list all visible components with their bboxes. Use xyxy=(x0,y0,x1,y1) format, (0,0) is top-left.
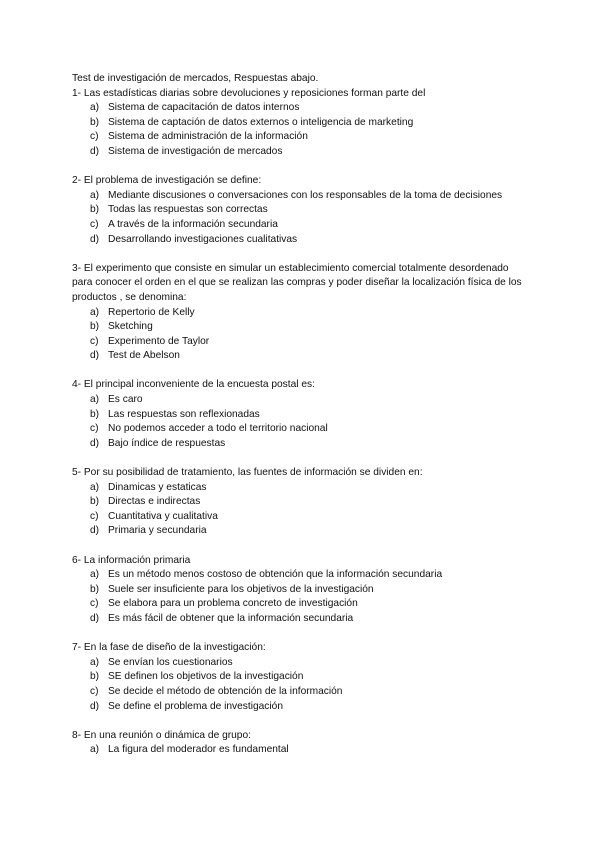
option-letter: d) xyxy=(90,350,100,362)
options-list xyxy=(72,101,522,159)
document-page xyxy=(72,72,522,773)
option-letter: b) xyxy=(90,496,100,508)
option-item xyxy=(72,320,522,335)
option-item xyxy=(72,408,522,423)
option-text: Se elabora para un problema concreto de investigación xyxy=(108,598,358,610)
question-6 xyxy=(72,554,522,627)
question-text: 7- En la fase de diseño de la investigación: xyxy=(72,642,266,654)
question-5 xyxy=(72,466,522,539)
option-text: Es un método menos costoso de obtención que la información secundaria xyxy=(108,569,443,581)
option-item xyxy=(72,597,522,612)
option-letter: b) xyxy=(90,408,100,420)
option-letter: b) xyxy=(90,583,100,595)
options-list xyxy=(72,568,522,626)
option-text: Primaria y secundaria xyxy=(108,525,207,537)
question-text: 5- Por su posibilidad de tratamiento, las fuentes de información se dividen en: xyxy=(72,467,423,479)
option-text: Es más fácil de obtener que la información secundaria xyxy=(108,612,354,624)
option-item xyxy=(72,670,522,685)
question-1 xyxy=(72,87,522,160)
option-letter: c) xyxy=(90,335,99,347)
options-list xyxy=(72,189,522,247)
option-item xyxy=(72,481,522,496)
option-item xyxy=(72,495,522,510)
question-text: 6- La información primaria xyxy=(72,554,191,566)
question-4 xyxy=(72,378,522,451)
option-text: Sketching xyxy=(108,321,153,333)
option-letter: a) xyxy=(90,306,100,318)
option-letter: b) xyxy=(90,671,100,683)
option-item xyxy=(72,510,522,525)
option-letter: c) xyxy=(90,218,99,230)
options-list xyxy=(72,393,522,451)
option-text: Repertorio de Kelly xyxy=(108,306,195,318)
question-text: 8- En una reunión o dinámica de grupo: xyxy=(72,729,251,741)
options-list xyxy=(72,656,522,714)
option-item xyxy=(72,130,522,145)
option-text: SE definen los objetivos de la investigación xyxy=(108,671,304,683)
option-text: Sistema de capacitación de datos internos xyxy=(108,102,300,114)
option-item xyxy=(72,524,522,539)
option-letter: a) xyxy=(90,189,100,201)
option-text: Suele ser insuficiente para los objetivos de la investigación xyxy=(108,583,374,595)
option-text: Es caro xyxy=(108,394,143,406)
option-item xyxy=(72,583,522,598)
option-letter: a) xyxy=(90,569,100,581)
option-letter: c) xyxy=(90,131,99,143)
option-letter: b) xyxy=(90,204,100,216)
option-item xyxy=(72,203,522,218)
option-letter: b) xyxy=(90,321,100,333)
option-letter: a) xyxy=(90,656,100,668)
option-letter: c) xyxy=(90,598,99,610)
option-text: A través de la información secundaria xyxy=(108,218,278,230)
question-text: 4- El principal inconveniente de la encuesta postal es: xyxy=(72,379,315,391)
option-text: Se envían los cuestionarios xyxy=(108,656,233,668)
option-text: Mediante discusiones o conversaciones con los responsables de la toma de decisiones xyxy=(108,189,503,201)
options-list xyxy=(72,743,522,758)
option-item xyxy=(72,393,522,408)
option-letter: d) xyxy=(90,612,100,624)
options-list xyxy=(72,306,522,364)
option-text: Test de Abelson xyxy=(108,350,180,362)
option-item xyxy=(72,101,522,116)
option-item xyxy=(72,116,522,131)
option-text: La figura del moderador es fundamental xyxy=(108,744,289,756)
option-text: Desarrollando investigaciones cualitativas xyxy=(108,233,298,245)
option-item xyxy=(72,189,522,204)
question-2 xyxy=(72,174,522,247)
option-item xyxy=(72,656,522,671)
option-letter: a) xyxy=(90,744,100,756)
option-text: Se define el problema de investigación xyxy=(108,700,283,712)
option-text: No podemos acceder a todo el territorio nacional xyxy=(108,423,328,435)
option-letter: d) xyxy=(90,437,100,449)
option-letter: d) xyxy=(90,145,100,157)
option-item xyxy=(72,700,522,715)
document-title: Test de investigación de mercados, Respuestas abajo. xyxy=(72,73,319,84)
option-letter: d) xyxy=(90,525,100,537)
option-text: Sistema de investigación de mercados xyxy=(108,145,283,157)
option-letter: a) xyxy=(90,102,100,114)
option-item xyxy=(72,743,522,758)
option-letter: a) xyxy=(90,481,100,493)
question-text: 2- El problema de investigación se define: xyxy=(72,175,262,187)
option-letter: c) xyxy=(90,423,99,435)
question-8 xyxy=(72,729,522,758)
option-text: Sistema de captación de datos externos o inteligencia de marketing xyxy=(108,116,414,128)
option-letter: d) xyxy=(90,700,100,712)
option-item xyxy=(72,335,522,350)
option-item xyxy=(72,233,522,248)
option-text: Las respuestas son reflexionadas xyxy=(108,408,260,420)
option-text: Todas las respuestas son correctas xyxy=(108,204,268,216)
option-text: Bajo índice de respuestas xyxy=(108,437,226,449)
option-item xyxy=(72,349,522,364)
option-item xyxy=(72,437,522,452)
option-item xyxy=(72,218,522,233)
option-letter: d) xyxy=(90,233,100,245)
option-text: Cuantitativa y cualitativa xyxy=(108,510,218,522)
option-letter: c) xyxy=(90,685,99,697)
option-text: Sistema de administración de la información xyxy=(108,131,308,143)
options-list xyxy=(72,481,522,539)
option-text: Dinamicas y estaticas xyxy=(108,481,207,493)
option-letter: b) xyxy=(90,116,100,128)
option-item xyxy=(72,612,522,627)
option-item xyxy=(72,685,522,700)
option-letter: a) xyxy=(90,394,100,406)
question-text: 1- Las estadísticas diarias sobre devoluciones y reposiciones forman parte del xyxy=(72,87,426,99)
option-item xyxy=(72,422,522,437)
option-item xyxy=(72,568,522,583)
question-text: 3- El experimento que consiste en simular un establecimiento comercial totalmente desordenado para conocer el orden en el que se realizan las compras y poder diseñar la localización física de los productos , se denomina: xyxy=(72,262,522,303)
option-text: Directas e indirectas xyxy=(108,496,201,508)
option-text: Se decide el método de obtención de la información xyxy=(108,685,343,697)
option-item xyxy=(72,306,522,321)
option-letter: c) xyxy=(90,510,99,522)
option-item xyxy=(72,145,522,160)
question-3 xyxy=(72,262,522,364)
option-text: Experimento de Taylor xyxy=(108,335,210,347)
question-7 xyxy=(72,641,522,714)
